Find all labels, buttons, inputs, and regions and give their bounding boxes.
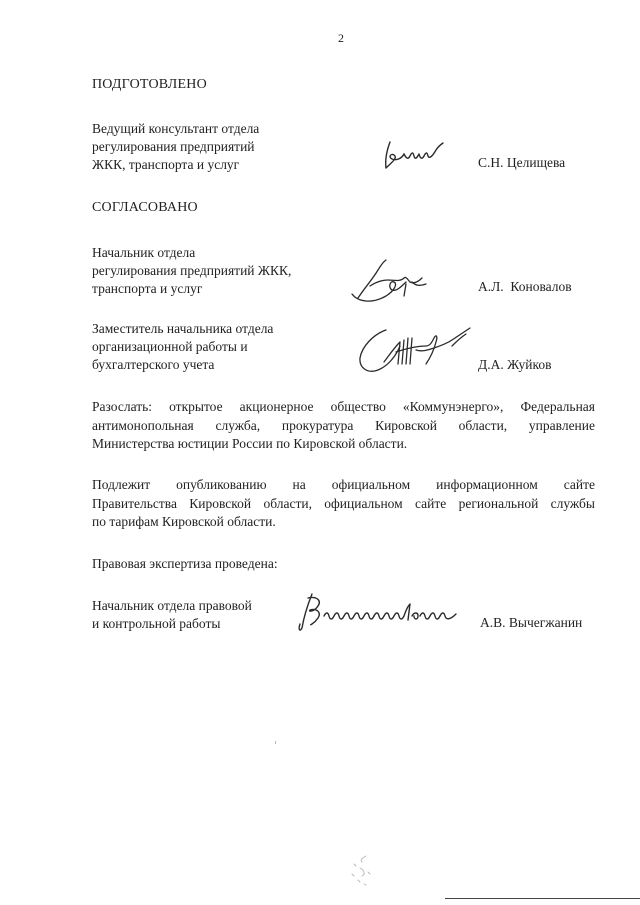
legal-review-name: А.В. Вычегжанин	[480, 615, 583, 630]
legal-review-text: Правовая экспертиза проведена:	[92, 556, 278, 571]
scan-stain	[344, 852, 378, 888]
distribution-line: антимонопольная служба, прокуратура Кировской области, управление	[92, 417, 595, 433]
publication-line: по тарифам Кировской области.	[92, 514, 276, 529]
signer-1-position-line: транспорта и услуг	[92, 281, 203, 296]
prepared-position	[92, 120, 259, 174]
signer-1-position-line: Начальник отдела	[92, 245, 196, 260]
signer-1-position	[92, 244, 291, 298]
prepared-signature	[380, 138, 450, 172]
legal-review-position-line: Начальник отдела правовой	[92, 598, 252, 613]
page-number: 2	[338, 31, 344, 45]
signer-1-name: А.Л. Коновалов	[478, 279, 572, 294]
legal-review-position	[92, 597, 252, 633]
distribution-line: Разослать: открытое акционерное общество «Коммунэнерго», Федеральная	[92, 399, 595, 414]
distribution-paragraph	[92, 398, 595, 454]
prepared-heading: ПОДГОТОВЛЕНО	[92, 77, 207, 92]
prepared-position-line: регулирования предприятий	[92, 139, 255, 154]
signer-1-position-line: регулирования предприятий ЖКК,	[92, 263, 292, 278]
legal-review-signature	[294, 590, 460, 634]
prepared-position-line: ЖКК, транспорта и услуг	[92, 157, 240, 172]
signer-1-signature	[348, 256, 430, 308]
signer-2-position	[92, 320, 273, 374]
signer-2-signature	[356, 324, 472, 378]
signer-2-position-line: организационной работы и	[92, 339, 248, 354]
publication-line: Подлежит опубликованию на официальном информационном сайте	[92, 477, 595, 492]
signer-2-position-line: Заместитель начальника отдела	[92, 321, 274, 336]
prepared-position-line: Ведущий консультант отдела	[92, 121, 260, 136]
signer-2-name: Д.А. Жуйков	[478, 357, 552, 372]
footer-rule	[445, 898, 640, 899]
publication-paragraph	[92, 476, 595, 532]
publication-line: Правительства Кировской области, официальном сайте региональной службы	[92, 495, 595, 511]
scan-speck	[275, 741, 276, 744]
prepared-name: С.Н. Целищева	[478, 155, 566, 170]
legal-review-position-line: и контрольной работы	[92, 616, 221, 631]
distribution-line: Министерства юстиции России по Кировской области.	[92, 436, 408, 451]
signer-2-position-line: бухгалтерского учета	[92, 357, 215, 372]
agreed-heading: СОГЛАСОВАНО	[92, 200, 198, 215]
